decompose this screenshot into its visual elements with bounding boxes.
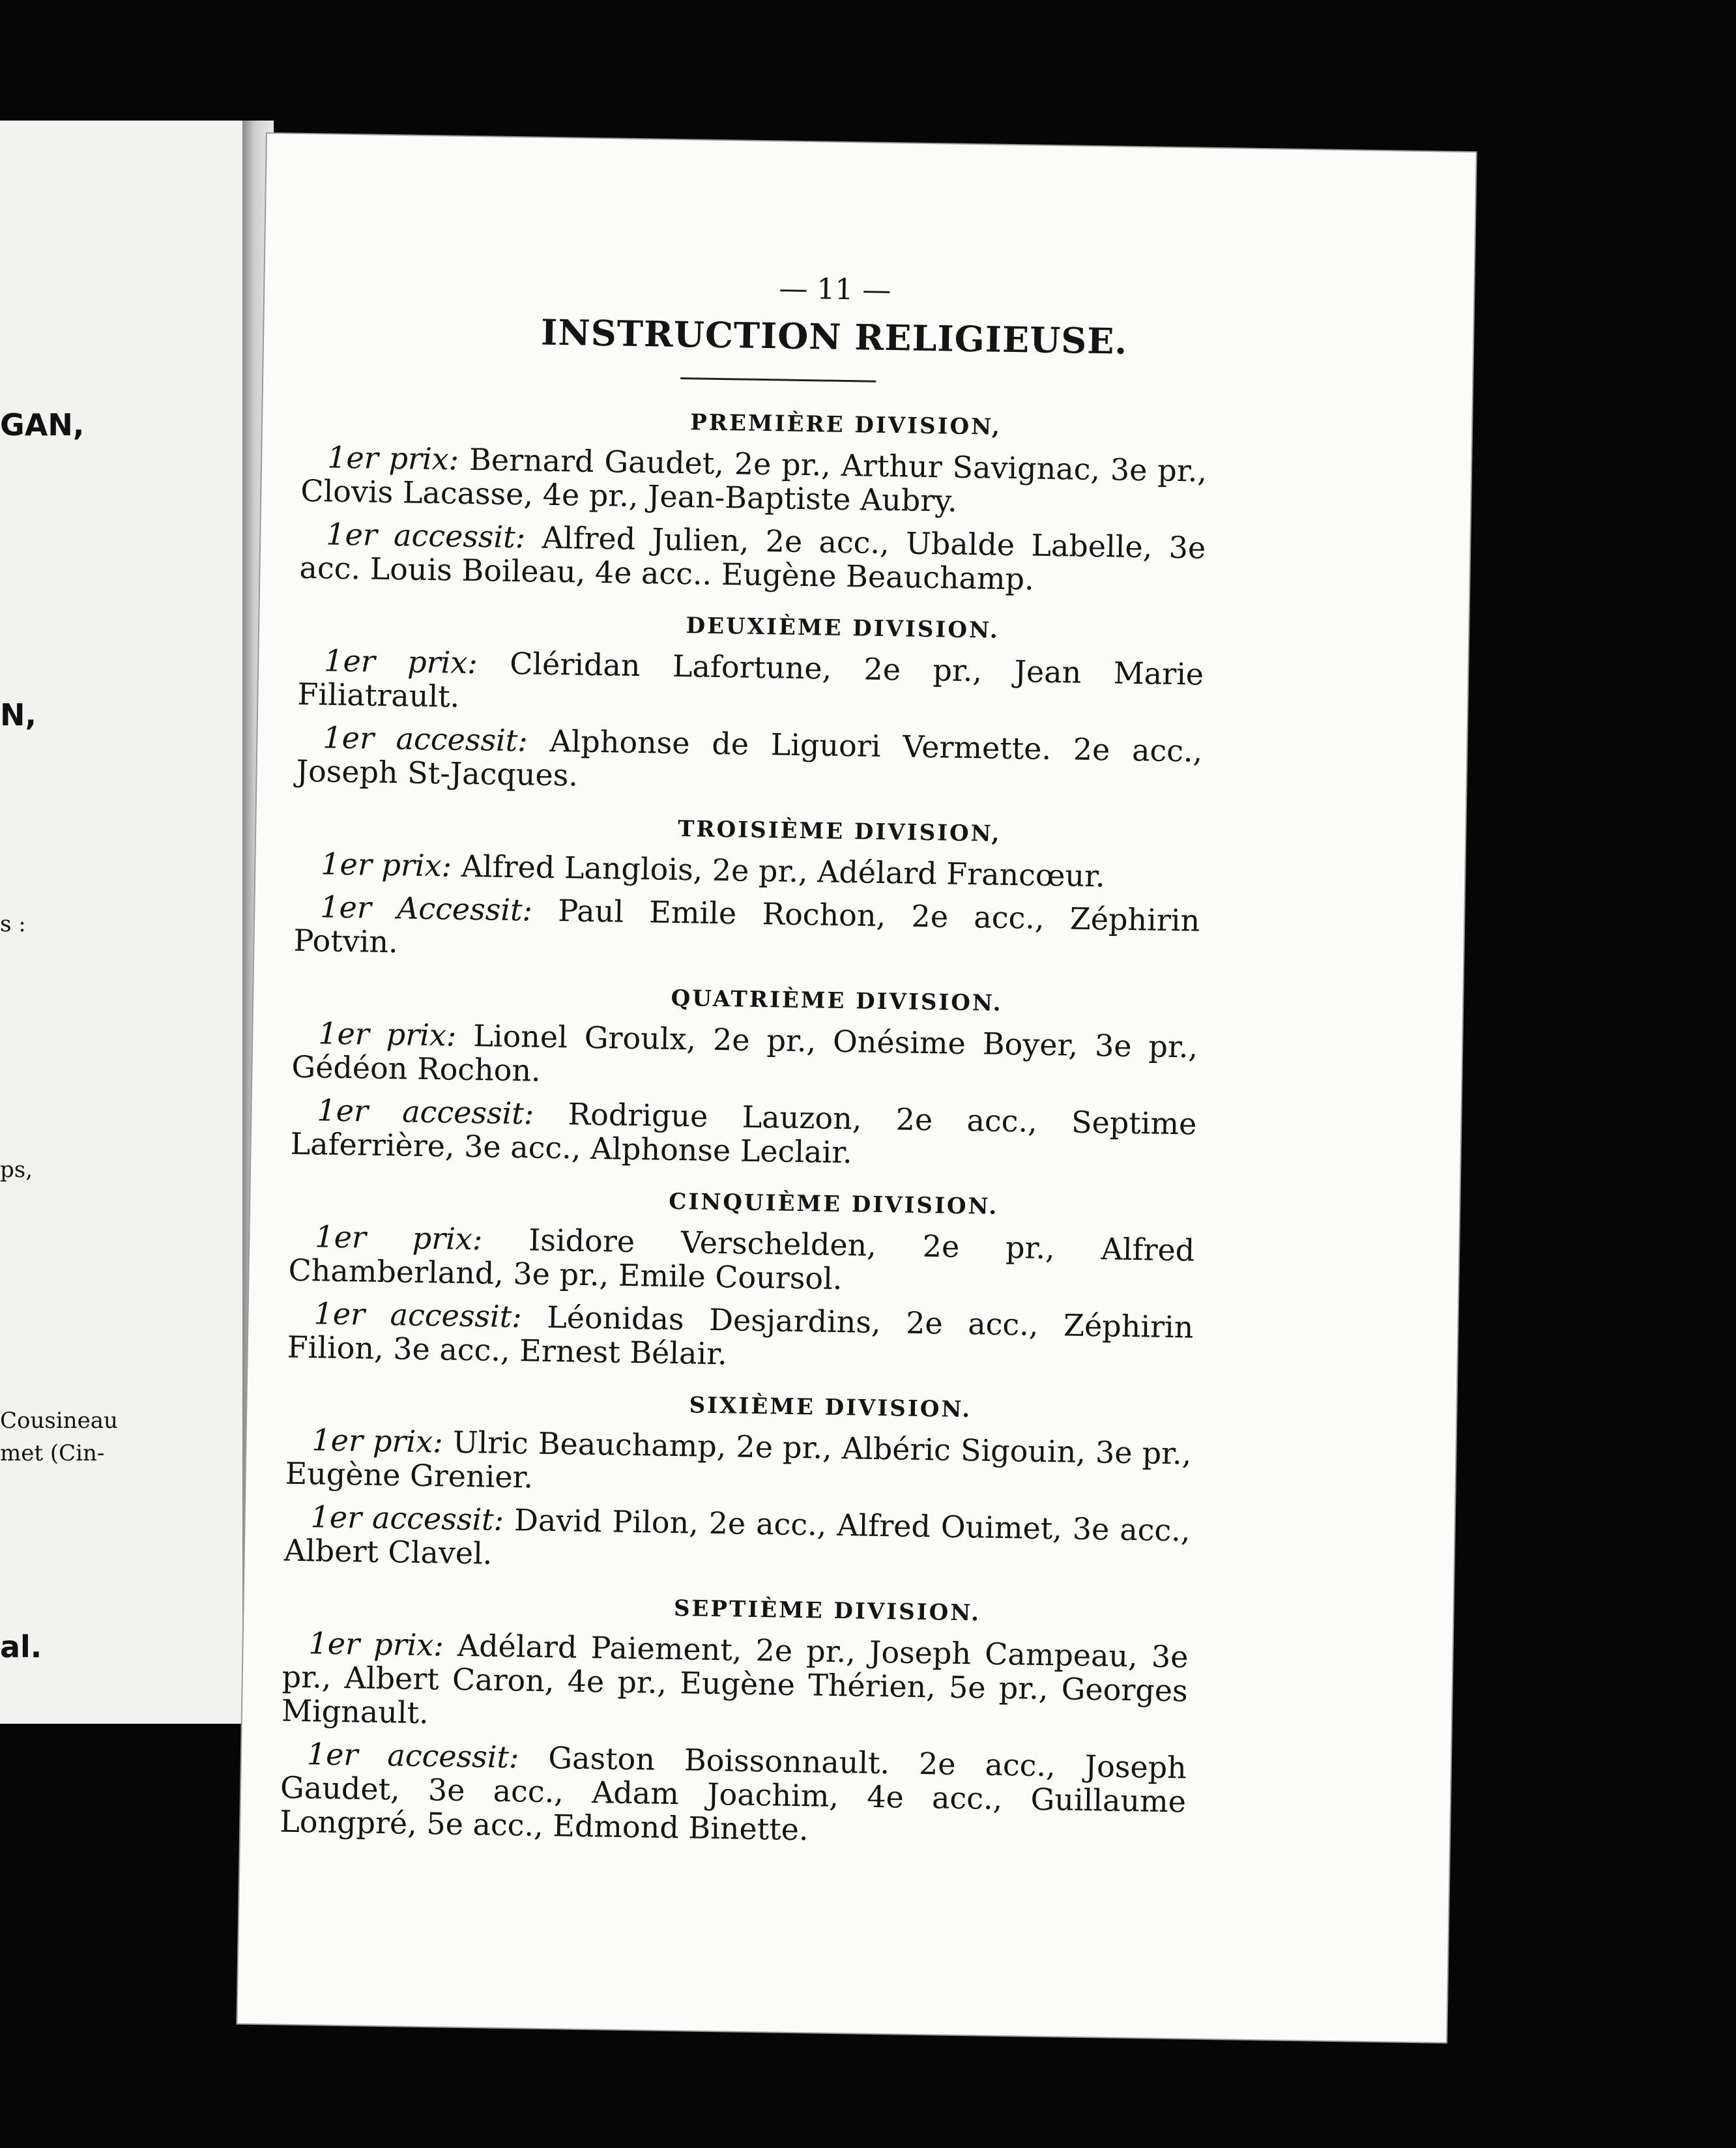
prix-label: 1er prix: xyxy=(326,439,459,477)
division-heading: TROISIÈME DIVISION, xyxy=(677,816,1002,847)
accessit-entry xyxy=(279,1736,1196,1853)
prix-entry xyxy=(295,847,1201,895)
accessit-label: 1er accessit: xyxy=(317,1092,534,1131)
division-section xyxy=(279,1586,1198,1853)
accessit-text: Alphonse de Liguori Vermette. 2e acc., Joseph St-Jacques. xyxy=(296,723,1213,793)
prix-text: Lionel Groulx, 2e pr., Onésime Boyer, 3e pr., Gédéon Rochon. xyxy=(291,1017,1208,1088)
prix-entry xyxy=(288,1219,1205,1301)
left-page-fragment: N, xyxy=(0,697,36,733)
left-page-fragment: Cousineau xyxy=(0,1408,118,1434)
division-heading: DEUXIÈME DIVISION. xyxy=(686,613,1000,644)
division-section xyxy=(299,399,1217,599)
accessit-entry xyxy=(293,889,1210,972)
page-title: INSTRUCTION RELIGIEUSE. xyxy=(540,311,1128,362)
accessit-entry xyxy=(299,516,1216,599)
accessit-label: 1er accessit: xyxy=(306,1736,519,1775)
accessit-label: 1er Accessit: xyxy=(319,889,533,928)
accessit-label: 1er accessit: xyxy=(325,516,526,555)
prix-text: Cléridan Lafortune, 2e pr., Jean Marie Filiatrault. xyxy=(297,645,1214,714)
prix-entry xyxy=(300,439,1217,522)
left-page-fragment: met (Cin- xyxy=(0,1440,105,1466)
accessit-label: 1er accessit: xyxy=(323,719,528,759)
page-content xyxy=(279,265,1217,1862)
prix-entry xyxy=(291,1015,1208,1098)
prix-text: Isidore Verschelden, 2e pr., Alfred Chamberland, 3e pr., Emile Coursol. xyxy=(288,1221,1205,1297)
accessit-text: Léonidas Desjardins, 2e acc., Zéphirin Filion, 3e acc., Ernest Bélair. xyxy=(287,1299,1204,1372)
division-heading: PREMIÈRE DIVISION, xyxy=(689,409,1002,441)
page-number: — 11 — xyxy=(778,272,891,308)
prix-label: 1er prix: xyxy=(323,643,478,681)
prix-text: Alfred Langlois, 2e pr., Adélard Francœur. xyxy=(451,848,1106,894)
prix-text: Adélard Paiement, 2e pr., Joseph Campeau, 3e pr., Albert Caron, 4e pr., Eugène Thérien, 5e pr., Georges Mignault. xyxy=(281,1627,1198,1731)
accessit-text: Gaston Boissonnault. 2e acc., Joseph Gaudet, 3e acc., Adam Joachim, 4e acc., Guillaume Longpré, 5e acc., Edmond Binette. xyxy=(279,1739,1196,1848)
right-page xyxy=(237,134,1475,2042)
prix-label: 1er prix: xyxy=(317,1015,457,1053)
division-section xyxy=(283,1382,1202,1582)
division-section xyxy=(290,976,1208,1175)
accessit-text: Paul Emile Rochon, 2e acc., Zéphirin Potvin. xyxy=(293,892,1210,960)
prix-label: 1er prix: xyxy=(311,1422,444,1460)
division-section xyxy=(296,603,1214,802)
accessit-text: Alfred Julien, 2e acc., Ubalde Labelle, 3e acc. Louis Boileau, 4e acc.. Eugène Beauchamp. xyxy=(299,519,1216,597)
prix-label: 1er prix: xyxy=(308,1625,444,1663)
title-rule xyxy=(680,377,876,383)
prix-entry xyxy=(281,1625,1198,1742)
accessit-entry xyxy=(296,719,1213,802)
division-section xyxy=(287,1179,1205,1378)
prix-text: Bernard Gaudet, 2e pr., Arthur Savignac, 3e pr., Clovis Lacasse, 4e pr., Jean-Baptiste Aubry. xyxy=(300,441,1217,519)
left-page-fragment: ps, xyxy=(0,1157,33,1183)
division-heading: CINQUIÈME DIVISION. xyxy=(669,1188,999,1220)
accessit-text: David Pilon, 2e acc., Alfred Ouimet, 3e acc., Albert Clavel. xyxy=(283,1502,1200,1571)
accessit-entry xyxy=(283,1499,1200,1582)
prix-label: 1er prix: xyxy=(320,846,452,884)
left-page-fragment: al. xyxy=(0,1629,42,1664)
left-page xyxy=(0,121,245,1724)
prix-label: 1er prix: xyxy=(315,1219,483,1257)
left-page-fragment: s : xyxy=(0,911,26,937)
division-heading: SEPTIÈME DIVISION. xyxy=(673,1595,981,1627)
prix-text: Ulric Beauchamp, 2e pr., Albéric Sigouin, 3e pr., Eugène Grenier. xyxy=(285,1424,1202,1495)
accessit-label: 1er accessit: xyxy=(310,1499,504,1537)
accessit-label: 1er accessit: xyxy=(313,1296,523,1335)
accessit-text: Rodrigue Lauzon, 2e acc., Septime Laferrière, 3e acc., Alphonse Leclair. xyxy=(290,1096,1207,1170)
accessit-entry xyxy=(287,1296,1204,1378)
accessit-entry xyxy=(290,1092,1207,1175)
prix-entry xyxy=(297,643,1214,725)
division-heading: SIXIÈME DIVISION. xyxy=(689,1392,972,1423)
left-page-fragment: GAN, xyxy=(0,407,85,443)
division-section xyxy=(293,806,1210,972)
division-heading: QUATRIÈME DIVISION. xyxy=(671,985,1003,1017)
prix-entry xyxy=(285,1422,1202,1505)
